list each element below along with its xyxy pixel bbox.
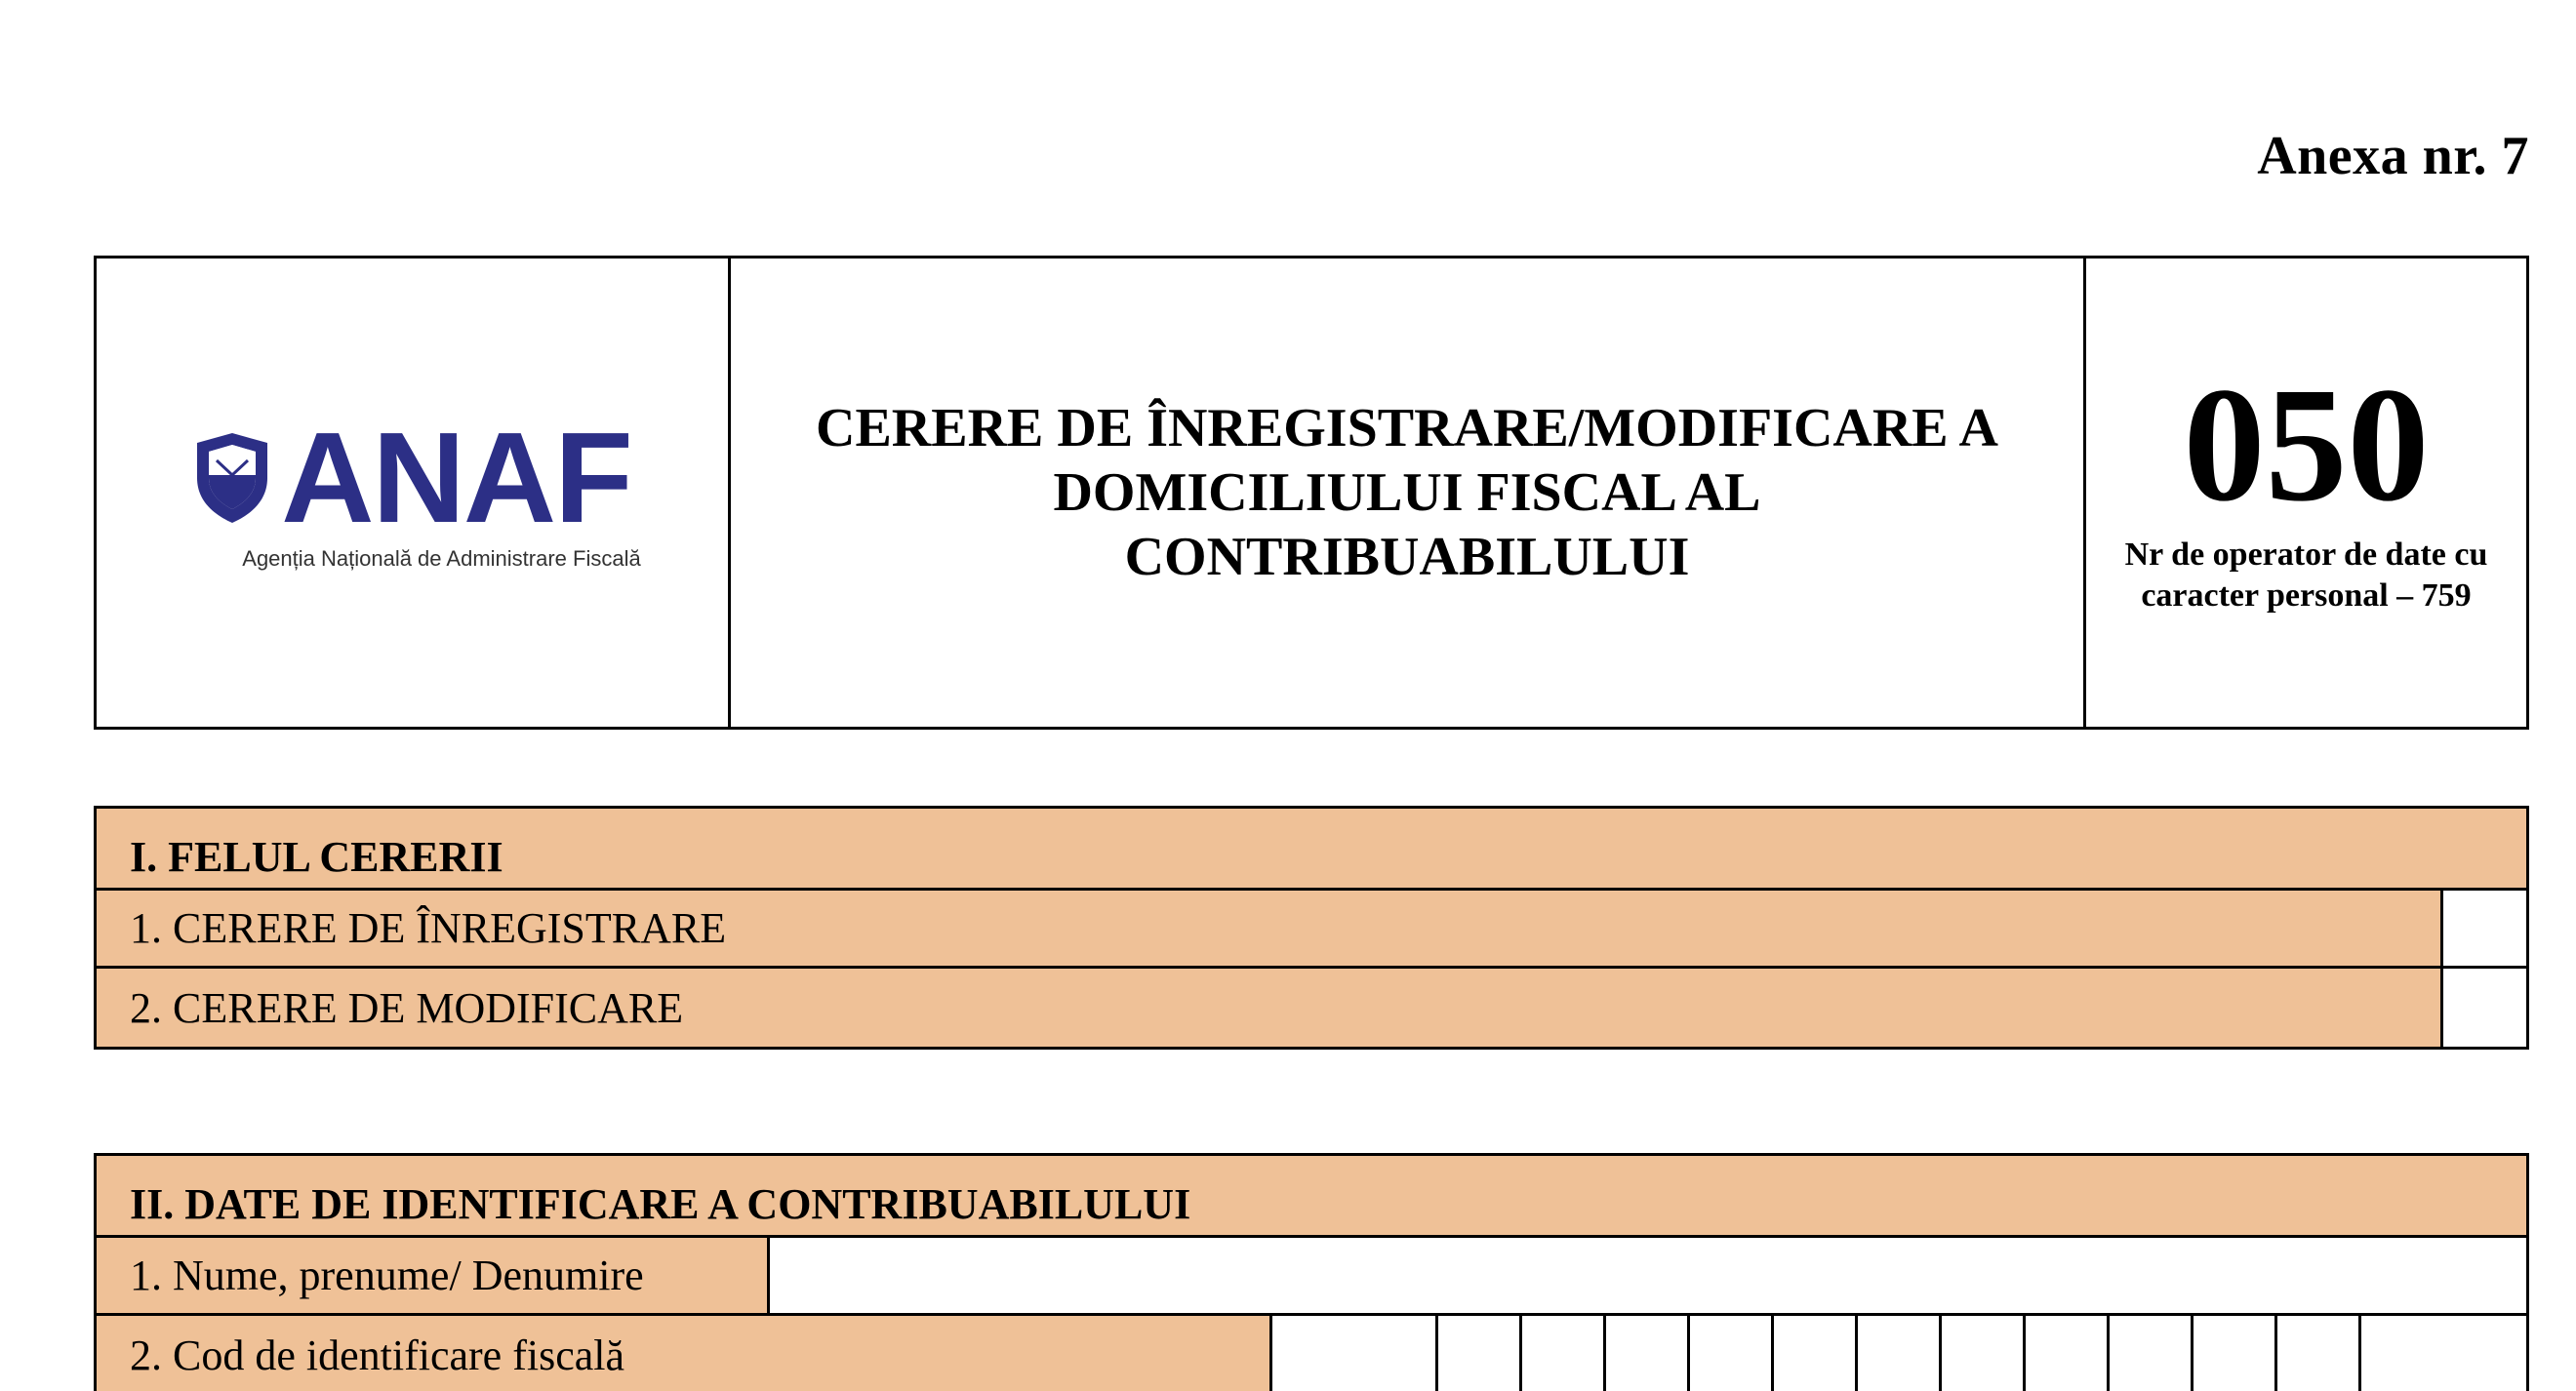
- cif-digit-box[interactable]: [2277, 1316, 2361, 1391]
- registration-checkbox[interactable]: [2440, 888, 2526, 966]
- cif-label: 2. Cod de identificare fiscală: [97, 1316, 1272, 1391]
- form-code: 050: [2183, 354, 2430, 536]
- option-row-registration: [97, 891, 2526, 969]
- cif-digit-box[interactable]: [1438, 1316, 1522, 1391]
- name-label: 1. Nume, prenume/ Denumire: [97, 1238, 770, 1313]
- option-label: 2. CERERE DE MODIFICARE: [130, 983, 684, 1032]
- code-cell: [2086, 258, 2526, 727]
- logo-subtitle: Agenția Națională de Administrare Fiscală: [242, 546, 641, 571]
- operator-note: Nr de operator de date cu caracter personal – 759: [2124, 537, 2488, 614]
- logo-wordmark: ANAF: [281, 406, 631, 549]
- cif-digit-box[interactable]: [2194, 1316, 2277, 1391]
- cif-row: [97, 1316, 2526, 1391]
- section-request-type: [94, 806, 2529, 1050]
- cif-digit-box[interactable]: [2026, 1316, 2110, 1391]
- annex-label: Anexa nr. 7: [2257, 126, 2529, 186]
- cif-digit-box[interactable]: [1522, 1316, 1606, 1391]
- name-field[interactable]: [770, 1238, 2526, 1313]
- modification-checkbox[interactable]: [2440, 966, 2526, 1047]
- cif-prefix-box[interactable]: [1272, 1316, 1438, 1391]
- cif-digit-box[interactable]: [2361, 1316, 2445, 1391]
- anaf-logo: [183, 406, 641, 572]
- section-heading: II. DATE DE IDENTIFICARE A CONTRIBUABILULUI: [97, 1156, 2526, 1238]
- form-header: [94, 256, 2529, 730]
- cif-digit-box[interactable]: [1606, 1316, 1690, 1391]
- name-row: [97, 1238, 2526, 1316]
- cif-field[interactable]: [1272, 1316, 2526, 1391]
- cif-digit-box[interactable]: [2110, 1316, 2194, 1391]
- cif-digit-box[interactable]: [1942, 1316, 2026, 1391]
- cif-digit-box[interactable]: [1690, 1316, 1774, 1391]
- option-label: 1. CERERE DE ÎNREGISTRARE: [130, 904, 727, 952]
- shield-icon: [193, 431, 271, 525]
- section-heading: I. FELUL CERERII: [97, 809, 2526, 891]
- form-title: CERERE DE ÎNREGISTRARE/MODIFICARE A DOMICILIULUI FISCAL AL CONTRIBUABILULUI: [816, 398, 1998, 587]
- cif-digit-box[interactable]: [1858, 1316, 1942, 1391]
- cif-digit-box[interactable]: [1774, 1316, 1858, 1391]
- section-taxpayer-identification: [94, 1153, 2529, 1391]
- title-cell: [731, 258, 2086, 727]
- option-row-modification: [97, 969, 2526, 1047]
- logo-cell: [97, 258, 731, 727]
